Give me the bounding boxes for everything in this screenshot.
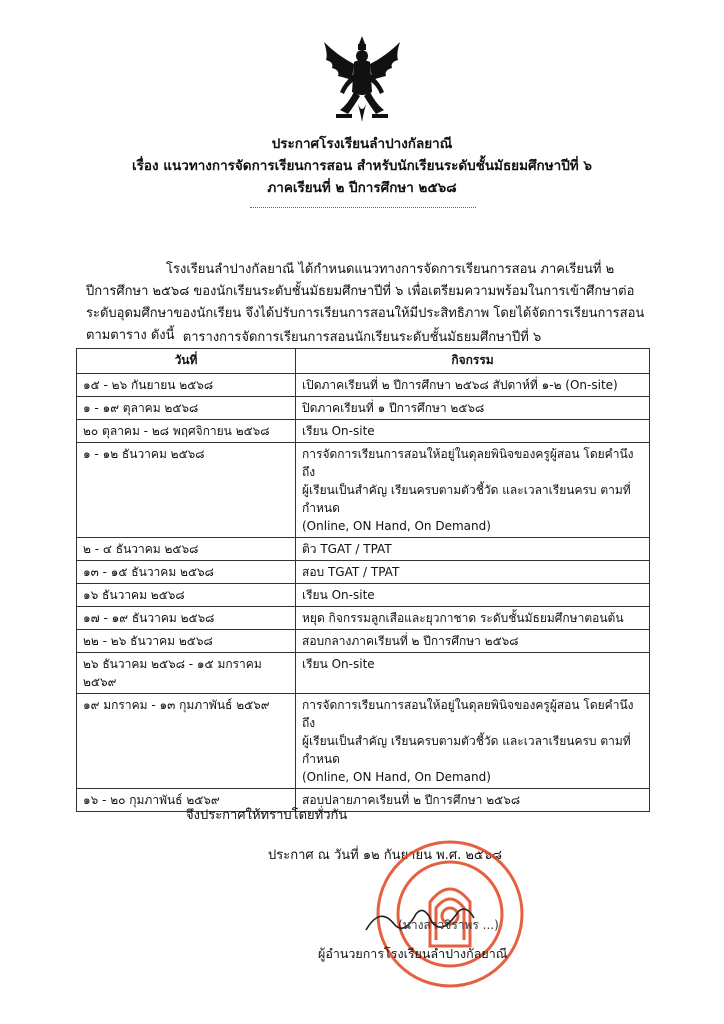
activity-line: ผู้เรียนเป็นสำคัญ เรียนครบตามตัวชี้วัด และเวลาเรียนครบ ตามที่กำหนด [302, 734, 631, 766]
table-row [77, 561, 650, 584]
row-activity [296, 584, 650, 607]
activity-line: ปิดภาคเรียนที่ ๑ ปีการศึกษา ๒๕๖๘ [302, 401, 485, 415]
activity-line: ผู้เรียนเป็นสำคัญ เรียนครบตามตัวชี้วัด และเวลาเรียนครบ ตามที่กำหนด [302, 483, 631, 515]
row-date: ๑๗ - ๑๙ ธันวาคม ๒๕๖๘ [77, 607, 296, 630]
column-header-date: วันที่ [77, 349, 296, 374]
activity-line: เรียน On-site [302, 588, 375, 602]
row-activity [296, 397, 650, 420]
activity-line: หยุด กิจกรรมลูกเสือและยุวกาชาด ระดับชั้นมัธยมศึกษาตอนต้น [302, 611, 624, 625]
row-activity [296, 607, 650, 630]
schedule-table [76, 348, 650, 812]
row-activity [296, 374, 650, 397]
row-activity [296, 694, 650, 789]
activity-line: เรียน On-site [302, 424, 375, 438]
schedule-table-body [77, 374, 650, 812]
signer-title: ผู้อำนวยการโรงเรียนลำปางกัลยาณี [318, 946, 508, 961]
title-divider [250, 207, 476, 208]
column-header-activity: กิจกรรม [296, 349, 650, 374]
table-row [77, 789, 650, 812]
row-date: ๑ - ๑๒ ธันวาคม ๒๕๖๘ [77, 443, 296, 538]
row-activity [296, 653, 650, 694]
activity-line: สอบกลางภาคเรียนที่ ๒ ปีการศึกษา ๒๕๖๘ [302, 634, 519, 648]
announcement-title: ประกาศโรงเรียนลำปางกัลยาณี [271, 136, 453, 152]
activity-line: เรียน On-site [302, 657, 375, 671]
body-line: ตามตาราง ดังนี้ [86, 328, 175, 343]
row-date: ๑๖ ธันวาคม ๒๕๖๘ [77, 584, 296, 607]
table-row [77, 443, 650, 538]
activity-line: การจัดการเรียนการสอนให้อยู่ในดุลยพินิจของครูผู้สอน โดยคำนึงถึง [302, 447, 634, 479]
table-row [77, 653, 650, 694]
announcement-term: ภาคเรียนที่ ๒ ปีการศึกษา ๒๕๖๘ [267, 180, 457, 196]
activity-line: เปิดภาคเรียนที่ ๒ ปีการศึกษา ๒๕๖๘ สัปดาห์ที่ ๑-๒ (On-site) [302, 378, 618, 392]
activity-line: (Online, ON Hand, On Demand) [302, 770, 491, 784]
garuda-emblem-icon [318, 34, 406, 126]
row-activity [296, 443, 650, 538]
table-row [77, 374, 650, 397]
row-activity [296, 630, 650, 653]
body-line: ระดับอุดมศึกษาของนักเรียน จึงได้ปรับการเรียนการสอนให้มีประสิทธิภาพ โดยได้จัดการเรียนการสอน [86, 306, 645, 321]
table-row [77, 694, 650, 789]
activity-line: (Online, ON Hand, On Demand) [302, 519, 491, 533]
activity-line: สอบปลายภาคเรียนที่ ๒ ปีการศึกษา ๒๕๖๘ [302, 793, 521, 807]
body-line: โรงเรียนลำปางกัลยาณี ได้กำหนดแนวทางการจัดการเรียนการสอน ภาคเรียนที่ ๒ [166, 262, 615, 277]
row-date: ๑๙ มกราคม - ๑๓ กุมภาพันธ์ ๒๕๖๙ [77, 694, 296, 789]
table-row [77, 607, 650, 630]
row-date: ๒๒ - ๒๖ ธันวาคม ๒๕๖๘ [77, 630, 296, 653]
announce-closing: จึงประกาศให้ทราบโดยทั่วกัน [186, 808, 348, 823]
row-activity [296, 420, 650, 443]
table-row [77, 584, 650, 607]
body-line: ปีการศึกษา ๒๕๖๘ ของนักเรียนระดับชั้นมัธยมศึกษาปีที่ ๖ เพื่อเตรียมความพร้อมในการเข้าศึกษาต่อ [86, 284, 635, 299]
table-row [77, 630, 650, 653]
table-caption: ตารางการจัดการเรียนการสอนนักเรียนระดับชั้นมัธยมศึกษาปีที่ ๖ [182, 330, 542, 345]
row-date: ๒ - ๔ ธันวาคม ๒๕๖๘ [77, 538, 296, 561]
row-date: ๒๐ ตุลาคม - ๒๘ พฤศจิกายน ๒๕๖๘ [77, 420, 296, 443]
signer-name: (นางสาวจิราพร ...) [398, 918, 499, 932]
row-date: ๑๕ - ๒๖ กันยายน ๒๕๖๘ [77, 374, 296, 397]
row-date: ๒๖ ธันวาคม ๒๕๖๘ - ๑๕ มกราคม ๒๕๖๙ [77, 653, 296, 694]
row-activity [296, 561, 650, 584]
row-activity [296, 538, 650, 561]
table-row [77, 420, 650, 443]
table-row [77, 397, 650, 420]
table-row [77, 538, 650, 561]
row-activity [296, 789, 650, 812]
activity-line: การจัดการเรียนการสอนให้อยู่ในดุลยพินิจของครูผู้สอน โดยคำนึงถึง [302, 698, 634, 730]
announcement-subject: เรื่อง แนวทางการจัดการเรียนการสอน สำหรับนักเรียนระดับชั้นมัธยมศึกษาปีที่ ๖ [132, 158, 592, 174]
announcement-date: ประกาศ ณ วันที่ ๑๒ กันยายน พ.ศ. ๒๕๖๘ [268, 848, 503, 863]
row-date: ๑๓ - ๑๕ ธันวาคม ๒๕๖๘ [77, 561, 296, 584]
row-date: ๑ - ๑๙ ตุลาคม ๒๕๖๘ [77, 397, 296, 420]
activity-line: สอบ TGAT / TPAT [302, 565, 400, 579]
row-date: ๑๖ - ๒๐ กุมภาพันธ์ ๒๕๖๙ [77, 789, 296, 812]
table-header-row [77, 349, 650, 374]
activity-line: ติว TGAT / TPAT [302, 542, 392, 556]
